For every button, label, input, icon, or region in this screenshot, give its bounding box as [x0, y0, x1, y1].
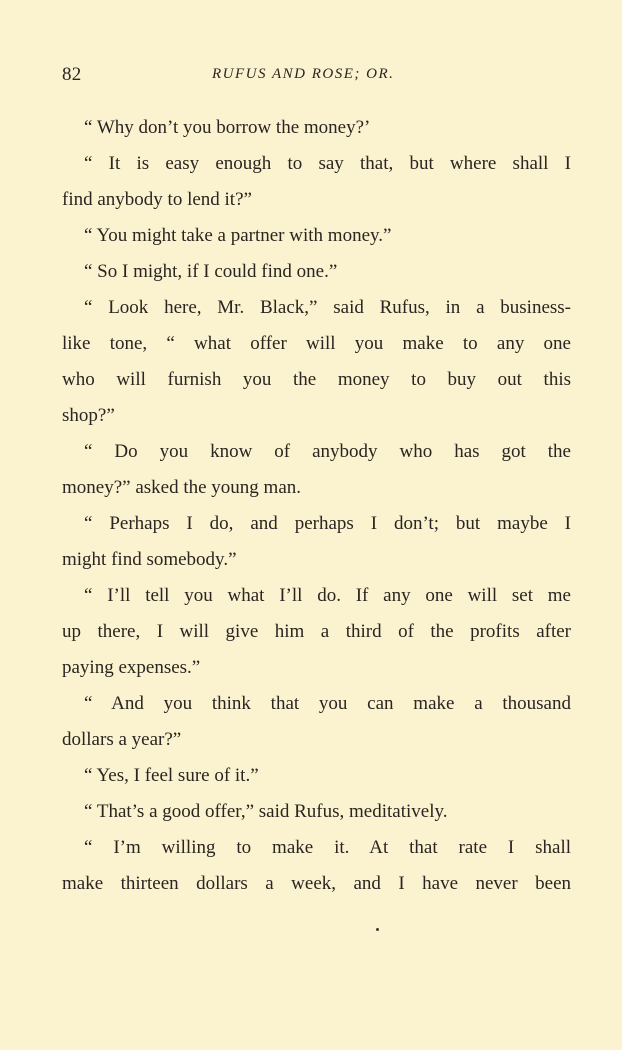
text-line: “ That’s a good offer,” said Rufus, meditatively.: [84, 801, 448, 822]
text-line: like tone, “ what offer will you make to any one: [62, 333, 571, 354]
page-speck: [376, 928, 379, 931]
text-line: “ So I might, if I could find one.”: [84, 261, 338, 282]
text-line: dollars a year?”: [62, 729, 182, 750]
text-line: “ I’ll tell you what I’ll do. If any one will set me: [84, 585, 571, 606]
text-line: “ Why don’t you borrow the money?’: [84, 117, 371, 138]
text-line: “ And you think that you can make a thousand: [84, 693, 571, 714]
running-head: RUFUS AND ROSE; OR.: [212, 66, 395, 82]
text-line: “ I’m willing to make it. At that rate I shall: [84, 837, 571, 858]
text-line: “ Perhaps I do, and perhaps I don’t; but maybe I: [84, 513, 571, 534]
text-line: “ Do you know of anybody who has got the: [84, 441, 571, 462]
page-number: 82: [62, 64, 82, 85]
text-line: “ Look here, Mr. Black,” said Rufus, in a business-: [84, 297, 571, 318]
text-line: might find somebody.”: [62, 549, 237, 570]
text-line: “ It is easy enough to say that, but where shall I: [84, 153, 571, 174]
text-line: find anybody to lend it?”: [62, 189, 252, 210]
text-line: paying expenses.”: [62, 657, 201, 678]
text-line: who will furnish you the money to buy out this: [62, 369, 571, 390]
text-line: up there, I will give him a third of the profits after: [62, 621, 571, 642]
text-line: money?” asked the young man.: [62, 477, 302, 498]
text-line: “ You might take a partner with money.”: [84, 225, 392, 246]
text-line: make thirteen dollars a week, and I have never been: [62, 873, 571, 894]
text-line: shop?”: [62, 405, 115, 426]
text-line: “ Yes, I feel sure of it.”: [84, 765, 259, 786]
page-header: [62, 64, 570, 94]
